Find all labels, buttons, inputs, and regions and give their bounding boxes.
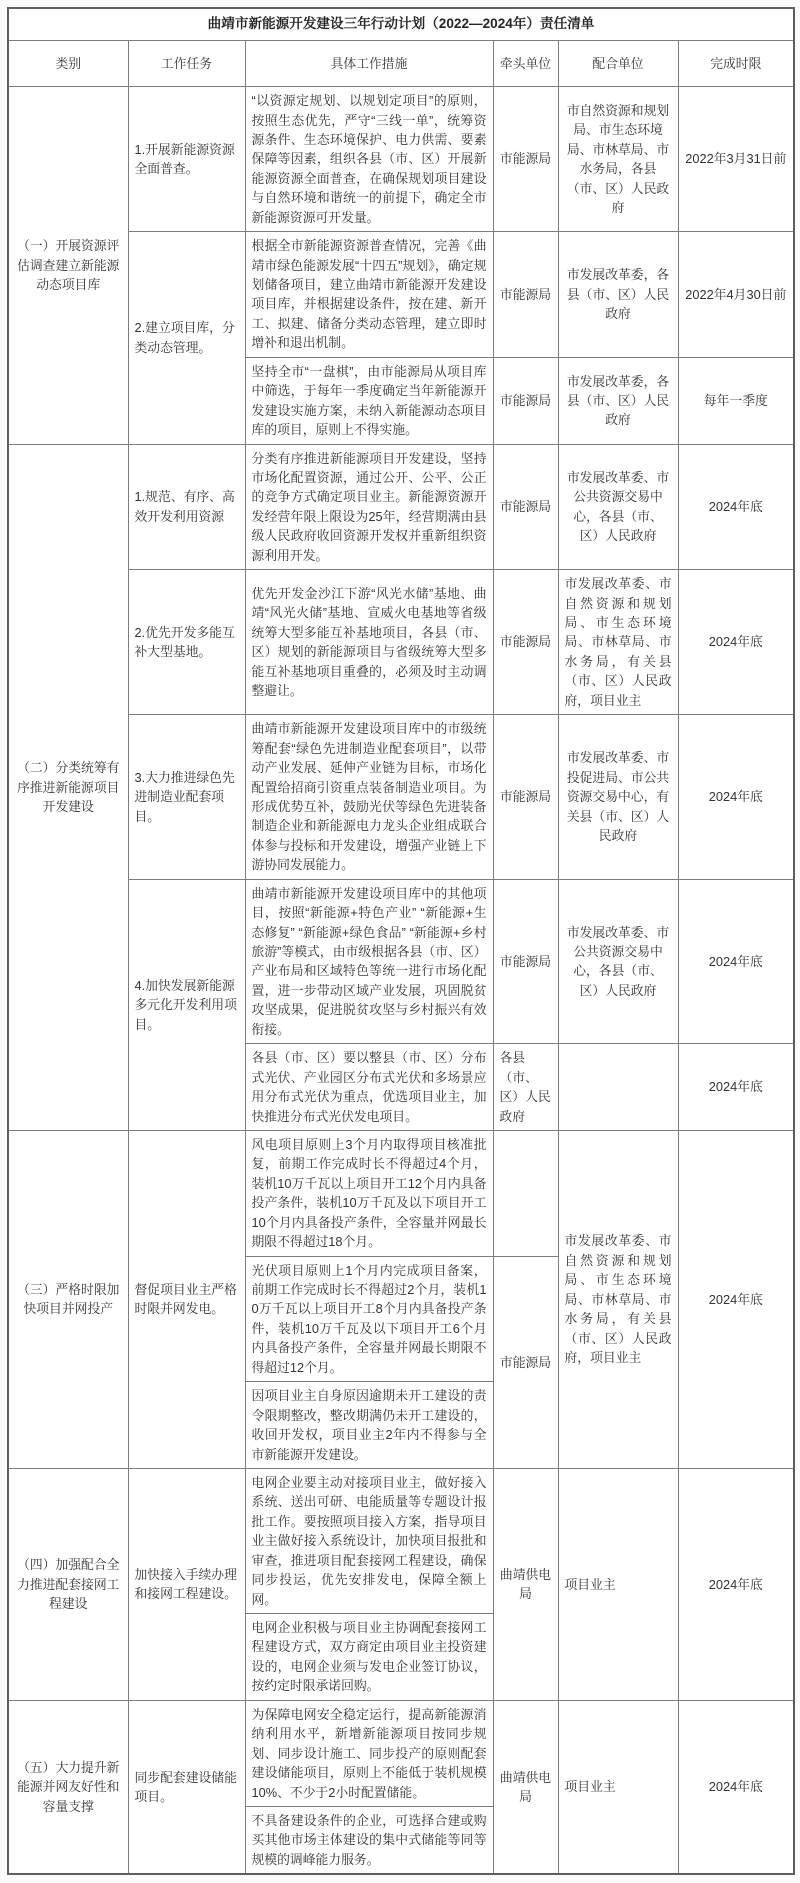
column-header-task: 工作任务 — [128, 40, 245, 86]
measure-cell: “以资源定规划、以规划定项目”的原则，按照生态优先，严守“三线一单”，统筹资源条件、生态环境保护、电力供需、要素保障等因素，组织各县（市、区）开展新能源资源全面普查，在确保规划项目建设与自然环境和谐统一的前提下，确定全市新能源资源可开发量。 — [245, 87, 493, 232]
coop-unit-cell: 市发展改革委，各县（市、区）人民政府 — [558, 232, 678, 358]
category-cell: （五）大力提升新能源并网友好性和容量支撑 — [8, 1700, 128, 1874]
measure-cell: 不具备建设条件的企业，可选择合建或购买其他市场主体建设的集中式储能等同等规模的调峰能力服务。 — [245, 1806, 493, 1874]
coop-unit-cell — [558, 1044, 678, 1131]
column-header-deadline: 完成时限 — [678, 40, 794, 86]
coop-unit-cell: 市发展改革委、市公共资源交易中心，各县（市、区）人民政府 — [558, 444, 678, 570]
deadline-cell: 2024年底 — [678, 879, 794, 1044]
lead-unit-cell: 市能源局 — [493, 879, 558, 1044]
measure-cell: 根据全市新能源资源普查情况，完善《曲靖市绿色能源发展“十四五”规划》，确定规划储备项目，建立曲靖市新能源开发建设项目库，并根据建设条件，按在建、新开工、拟建、储备分类动态管理，建立即时增补和退出机制。 — [245, 232, 493, 358]
measure-cell: 优先开发金沙江下游“风光水储”基地、曲靖“风光火储”基地、宣威火电基地等省级统筹大型多能互补基地项目，各县（市、区）规划的新能源项目与省级统筹大型多能互补基地项目重叠的，必须及时主动调整避让。 — [245, 570, 493, 715]
measure-cell: 坚持全市“一盘棋”，由市能源局从项目库中筛选，于每年一季度确定当年新能源开发建设实施方案，未纳入新能源动态项目库的项目，原则上不得实施。 — [245, 357, 493, 444]
deadline-cell: 2024年底 — [678, 444, 794, 570]
coop-unit-cell: 市发展改革委，各县（市、区）人民政府 — [558, 357, 678, 444]
measure-cell: 电网企业积极与项目业主协调配套接网工程建设方式，双方商定由项目业主投资建设的，电网企业须与发电企业签订协议，按约定时限承诺回购。 — [245, 1614, 493, 1701]
measure-cell: 曲靖市新能源开发建设项目库中的其他项目，按照“新能源+特色产业” “新能源+生态修复” “新能源+绿色食品” “新能源+乡村旅游”等模式，由市级根据各县（市、区）产业布局和区域特色等统一进行市场化配置，进一步带动区域产业发展，巩固脱贫攻坚成果，促进脱贫攻坚与乡村振兴有效衔接。 — [245, 879, 493, 1044]
measure-cell: 风电项目原则上3个月内取得项目核准批复，前期工作完成时长不得超过4个月，装机10万千瓦以上项目开工12个月内具备投产条件，装机10万千瓦及以下项目开工10个月内具备投产条件，全容量并网最长期限不得超过18个月。 — [245, 1130, 493, 1256]
category-cell: （二）分类统筹有序推进新能源项目开发建设 — [8, 444, 128, 1130]
column-header-row — [8, 40, 794, 86]
category-cell: （一）开展资源评估调查建立新能源动态项目库 — [8, 87, 128, 444]
task-cell: 2.建立项目库，分类动态管理。 — [128, 232, 245, 444]
column-header-measures: 具体工作措施 — [245, 40, 493, 86]
table-row — [8, 1130, 794, 1256]
task-cell: 3.大力推进绿色先进制造业配套项目。 — [128, 715, 245, 880]
task-cell: 1.规范、有序、高效开发利用资源 — [128, 444, 245, 570]
deadline-cell: 2024年底 — [678, 1468, 794, 1700]
lead-unit-cell — [493, 1130, 558, 1256]
column-header-coop-unit: 配合单位 — [558, 40, 678, 86]
coop-unit-cell: 市自然资源和规划局、市生态环境局、市林草局、市水务局，各县（市、区）人民政府 — [558, 87, 678, 232]
category-cell: （四）加强配合全力推进配套接网工程建设 — [8, 1468, 128, 1700]
deadline-cell: 每年一季度 — [678, 357, 794, 444]
coop-unit-cell: 市发展改革委、市自然资源和规划局、市生态环境局、市林草局、市水务局，有关县（市、区）人民政府，项目业主 — [558, 570, 678, 715]
lead-unit-cell: 曲靖供电局 — [493, 1468, 558, 1700]
measure-cell: 为保障电网安全稳定运行，提高新能源消纳利用水平，新增新能源项目按同步规划、同步设计施工、同步投产的原则配套建设储能项目，原则上不能低于装机规模10%、不少于2小时配置储能。 — [245, 1700, 493, 1806]
measure-cell: 曲靖市新能源开发建设项目库中的市级统筹配套“绿色先进制造业配套项目”，以带动产业发展、延伸产业链为目标，市场化配置给招商引资重点装备制造业项目。为形成优势互补，鼓励光伏等绿色先进装备制造企业和新能源电力龙头企业组成联合体参与投标和开发建设，增强产业链上下游协同发展能力。 — [245, 715, 493, 880]
table-row — [8, 87, 794, 232]
column-header-category: 类别 — [8, 40, 128, 86]
deadline-cell: 2022年4月30日前 — [678, 232, 794, 358]
task-cell: 同步配套建设储能项目。 — [128, 1700, 245, 1874]
deadline-cell: 2022年3月31日前 — [678, 87, 794, 232]
lead-unit-cell: 各县（市、区）人民政府 — [493, 1044, 558, 1131]
deadline-cell: 2024年底 — [678, 1044, 794, 1131]
table-row — [8, 444, 794, 570]
task-cell: 督促项目业主严格时限并网发电。 — [128, 1130, 245, 1468]
lead-unit-cell: 市能源局 — [493, 1256, 558, 1468]
measure-cell: 各县（市、区）要以整县（市、区）分布式光伏、产业园区分布式光伏和多场景应用分布式光伏为重点，优选项目业主，加快推进分布式光伏发电项目。 — [245, 1044, 493, 1131]
deadline-cell: 2024年底 — [678, 1130, 794, 1468]
lead-unit-cell: 市能源局 — [493, 87, 558, 232]
lead-unit-cell: 市能源局 — [493, 444, 558, 570]
responsibility-table — [7, 7, 795, 1875]
coop-unit-cell: 市发展改革委、市投促进局、市公共资源交易中心，有关县（市、区）人民政府 — [558, 715, 678, 880]
lead-unit-cell: 市能源局 — [493, 715, 558, 880]
measure-cell: 分类有序推进新能源项目开发建设，坚持市场化配置资源，通过公开、公平、公正的竞争方式确定项目业主。新能源资源开发经营年限上限设为25年，经营期满由县级人民政府收回资源开发权并重新组织资源利用开发。 — [245, 444, 493, 570]
task-cell: 加快接入手续办理和接网工程建设。 — [128, 1468, 245, 1700]
measure-cell: 电网企业要主动对接项目业主，做好接入系统、送出可研、电能质量等专题设计报批工作。要按照项目接入方案，指导项目业主做好接入系统设计，加快项目报批和审查，推进项目配套接网工程建设，确保同步投运，优先安排发电，保障全额上网。 — [245, 1468, 493, 1613]
measure-cell: 因项目业主自身原因逾期未开工建设的责令限期整改，整改期满仍未开工建设的，收回开发权，项目业主2年内不得参与全市新能源开发建设。 — [245, 1382, 493, 1469]
measure-cell: 光伏项目原则上1个月内完成项目备案，前期工作完成时长不得超过2个月，装机10万千瓦以上项目开工8个月内具备投产条件，装机10万千瓦及以下项目开工6个月内具备投产条件，全容量并网最长期限不得超过12个月。 — [245, 1256, 493, 1382]
lead-unit-cell: 市能源局 — [493, 232, 558, 358]
column-header-lead-unit: 牵头单位 — [493, 40, 558, 86]
coop-unit-cell: 市发展改革委、市公共资源交易中心，各县（市、区）人民政府 — [558, 879, 678, 1044]
deadline-cell: 2024年底 — [678, 570, 794, 715]
deadline-cell: 2024年底 — [678, 715, 794, 880]
lead-unit-cell: 市能源局 — [493, 570, 558, 715]
table-row — [8, 1468, 794, 1613]
task-cell: 1.开展新能源资源全面普查。 — [128, 87, 245, 232]
deadline-cell: 2024年底 — [678, 1700, 794, 1874]
coop-unit-cell: 项目业主 — [558, 1700, 678, 1874]
task-cell: 4.加快发展新能源多元化开发利用项目。 — [128, 879, 245, 1130]
title-row — [8, 8, 794, 40]
coop-unit-cell: 项目业主 — [558, 1468, 678, 1700]
lead-unit-cell: 曲靖供电局 — [493, 1700, 558, 1874]
page-title: 曲靖市新能源开发建设三年行动计划（2022—2024年）责任清单 — [8, 8, 794, 40]
coop-unit-cell: 市发展改革委、市自然资源和规划局、市生态环境局、市林草局、市水务局，有关县（市、区）人民政府，项目业主 — [558, 1130, 678, 1468]
table-body — [8, 87, 794, 1875]
table-row — [8, 1700, 794, 1806]
lead-unit-cell: 市能源局 — [493, 357, 558, 444]
category-cell: （三）严格时限加快项目并网投产 — [8, 1130, 128, 1468]
task-cell: 2.优先开发多能互补大型基地。 — [128, 570, 245, 715]
